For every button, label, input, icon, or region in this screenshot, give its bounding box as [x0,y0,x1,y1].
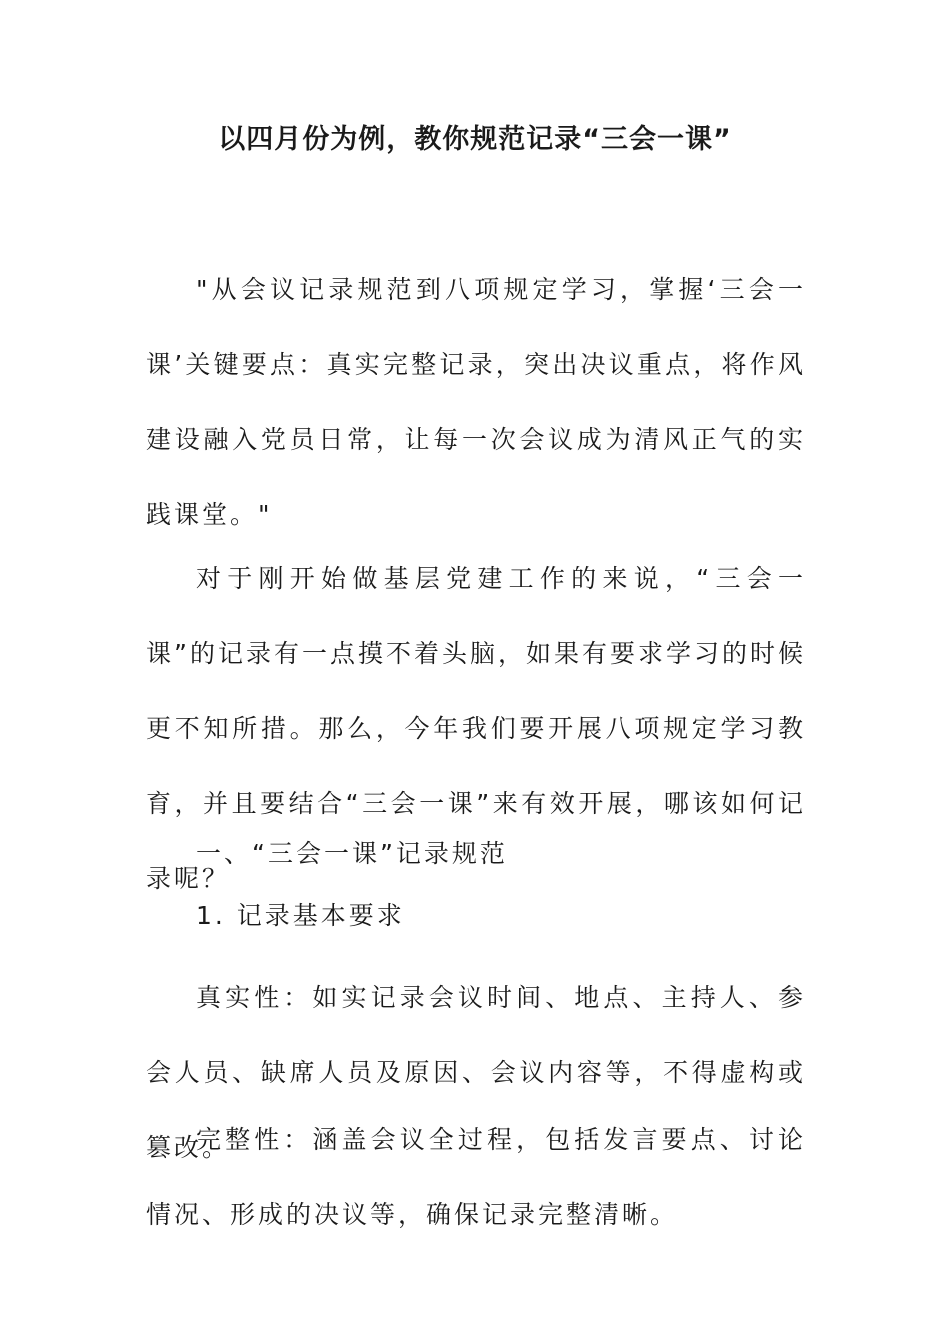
intro-paragraph: 对于刚开始做基层党建工作的来说，“三会一课”的记录有一点摸不着头脑，如果有要求学习的时候更不知所措。那么，今年我们要开展八项规定学习教育，并且要结合“三会一课”来有效开展，哪该如何记录呢？ [146,564,806,893]
completeness-paragraph: 完整性：涵盖会议全过程，包括发言要点、讨论情况、形成的决议等，确保记录完整清晰。 [146,1125,806,1229]
authenticity-paragraph: 真实性：如实记录会议时间、地点、主持人、参会人员、缺席人员及原因、会议内容等，不得虚构或篡改。 [146,983,806,1162]
subsection-heading: 1. 记录基本要求 [196,901,405,930]
document-title: 以四月份为例，教你规范记录“三会一课” [218,124,732,155]
section-heading: 一、“三会一课”记录规范 [196,839,508,868]
quote-paragraph: "从会议记录规范到八项规定学习，掌握‘三会一课’关键要点：真实完整记录，突出决议重点，将作风建设融入党员日常，让每一次会议成为清风正气的实践课堂。" [146,275,806,529]
